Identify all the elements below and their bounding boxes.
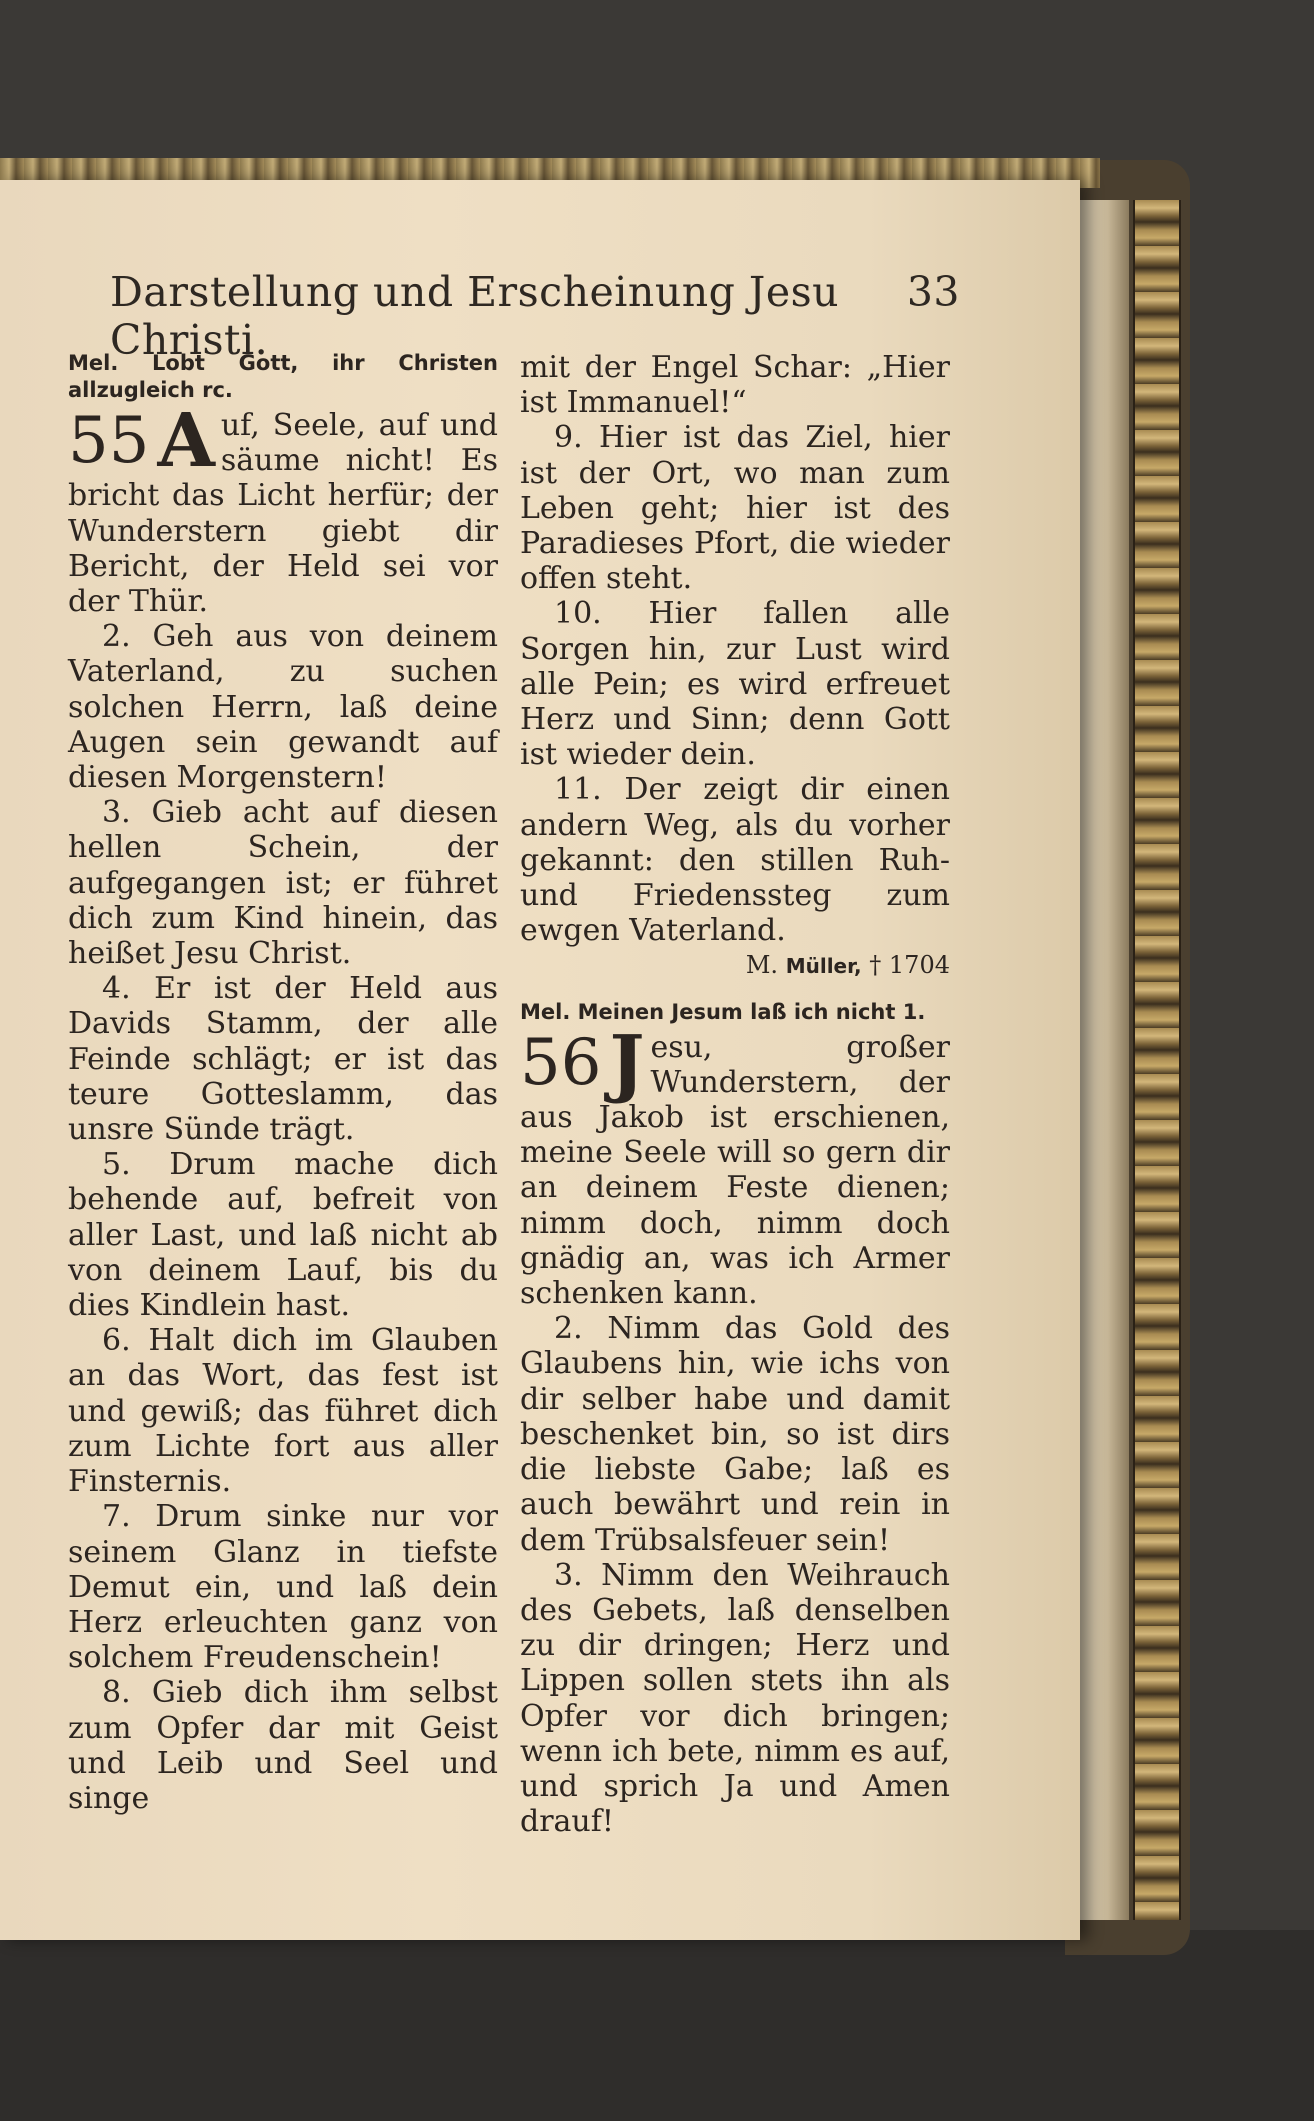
- page-block-edge: [1077, 200, 1129, 1920]
- author-date: † 1704: [869, 951, 950, 980]
- drop-initial: A: [157, 398, 215, 484]
- verse: 10. Hier fallen alle Sorgen hin, zur Lust wird alle Pein; es wird erfreuet Herz und Sinn; denn Gott ist wieder dein.: [520, 596, 950, 773]
- hymn-number: 55: [68, 404, 150, 478]
- verse: 4. Er ist der Held aus Davids Stamm, der alle Feinde schlägt; er ist das teure Gotteslamm, das unsre Sünde trägt.: [68, 971, 498, 1148]
- drop-initial: J: [609, 1019, 645, 1106]
- background: [0, 1930, 1314, 2121]
- verse: 7. Drum sinke nur vor seinem Glanz in tiefste Demut ein, und laß dein Herz erleuchten ganz von solchem Freudenschein!: [68, 1499, 498, 1676]
- verse: 8. Gieb dich ihm selbst zum Opfer dar mit Geist und Leib und Seel und singe: [68, 1675, 498, 1816]
- melody-line: Mel. Lobt Gott, ihr Christen allzugleich rc.: [68, 351, 498, 402]
- header-title: Darstellung und Erscheinung Jesu Christi.: [110, 268, 840, 364]
- verse: 2. Nimm das Gold des Glaubens hin, wie ichs von dir selber habe und damit beschenket bin, so ist dirs die liebste Gabe; laß es auch bewährt und rein in dem Trübsalsfeuer sein!: [520, 1311, 950, 1558]
- author-initial: M.: [745, 951, 779, 980]
- verse: 2. Geh aus von deinem Vaterland, zu suchen solchen Herrn, laß deine Augen sein gewandt auf diesen Morgenstern!: [68, 619, 498, 796]
- left-column: [68, 350, 498, 1816]
- author-name: Müller,: [785, 954, 862, 979]
- cover-ornament: [1133, 200, 1181, 1920]
- author-credit: [520, 948, 950, 984]
- verse: 5. Drum mache dich behende auf, befreit von aller Last, und laß nicht ab von deinem Lauf, bis du dies Kindlein hast.: [68, 1147, 498, 1324]
- book-cover: [1065, 160, 1190, 1955]
- hymn-text: uf, Seele, auf und säume nicht! Es bricht das Licht herfür; der Wunderstern giebt dir Bericht, der Held sei vor der Thür.: [68, 408, 498, 620]
- hymn-text: esu, großer Wunderstern, der aus Jakob ist erschienen, meine Seele will so gern dir an deinem Feste dienen; nimm doch, nimm doch gnädig an, was ich Armer schenken kann.: [520, 1029, 950, 1312]
- book-page: [0, 180, 1080, 1940]
- page-number: 33: [906, 268, 960, 316]
- verse: 9. Hier ist das Ziel, hier ist der Ort, wo man zum Leben geht; hier ist des Paradieses Pfort, die wieder offen steht.: [520, 420, 950, 597]
- verse: 6. Halt dich im Glauben an das Wort, das fest ist und gewiß; das führet dich zum Lichte fort aus aller Finsternis.: [68, 1323, 498, 1500]
- verse-continuation: mit der Engel Schar: „Hier ist Immanuel!“: [520, 350, 950, 421]
- hymn-56-opening: [520, 1019, 950, 1312]
- verse: 3. Gieb acht auf diesen hellen Schein, der aufgegangen ist; er führet dich zum Kind hinein, das heißet Jesu Christ.: [68, 795, 498, 972]
- hymn-number: 56: [520, 1025, 602, 1100]
- verse: 11. Der zeigt dir einen andern Weg, als du vorher gekannt: den stillen Ruh- und Friedenssteg zum ewgen Vaterland.: [520, 772, 950, 949]
- melody-line: Mel. Meinen Jesum laß ich nicht 1.: [520, 999, 926, 1024]
- hymn-55-opening: [68, 398, 498, 620]
- verse: 3. Nimm den Weihrauch des Gebets, laß denselben zu dir dringen; Herz und Lippen sollen stets ihn als Opfer vor dich bringen; wenn ich bete, nimm es auf, und sprich Ja und Amen drauf!: [520, 1557, 950, 1840]
- right-column: [520, 350, 950, 1839]
